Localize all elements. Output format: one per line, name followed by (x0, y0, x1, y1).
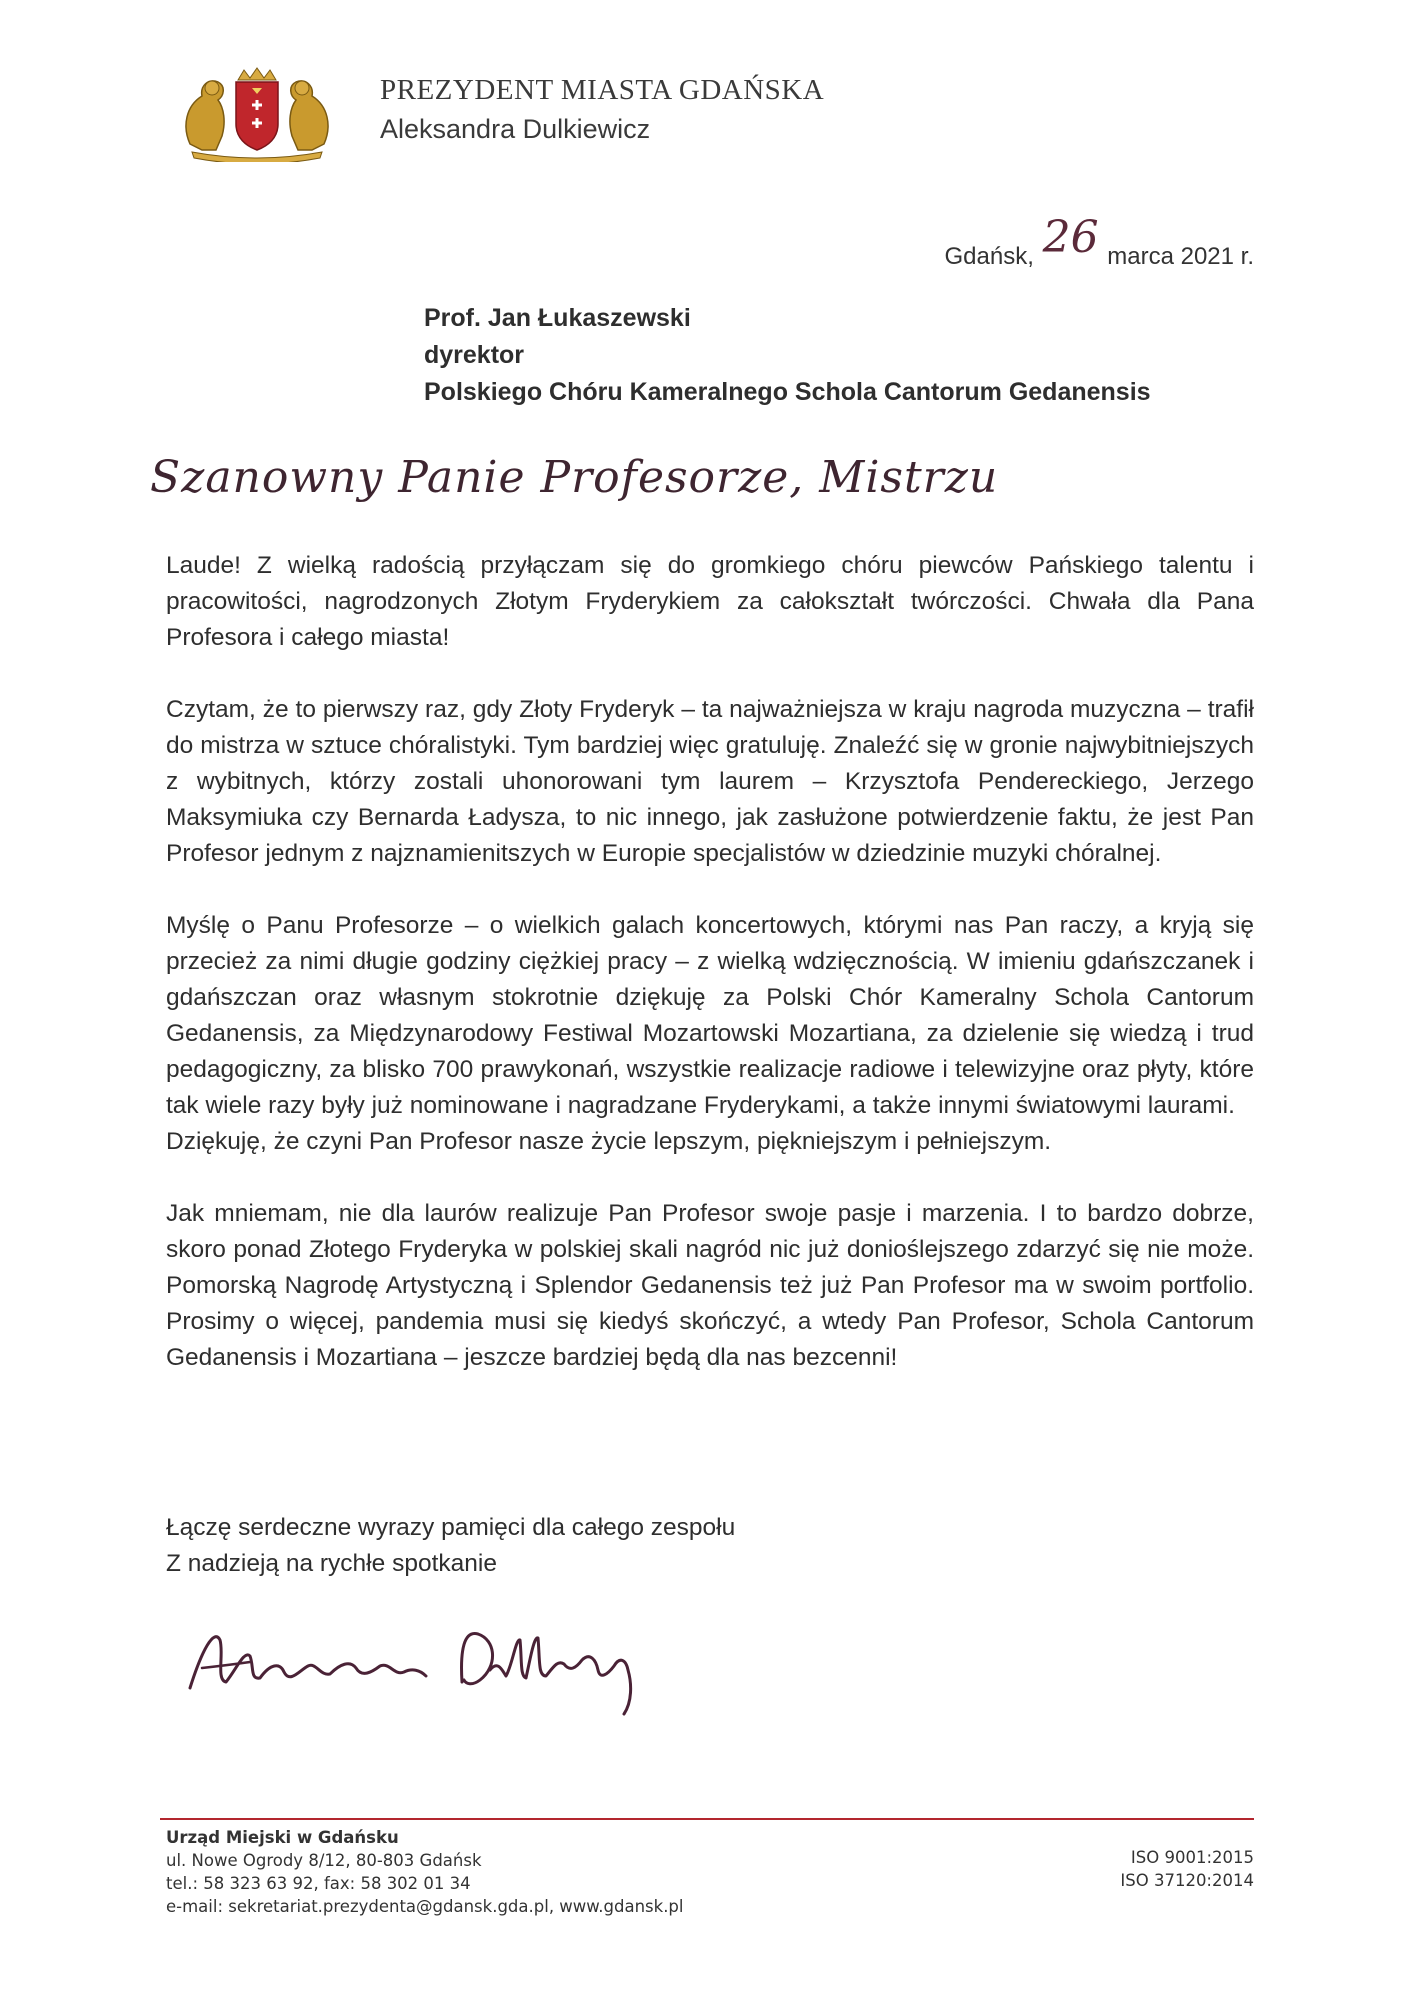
addressee-role: dyrektor (424, 341, 525, 369)
date-line (944, 212, 1254, 275)
closing-line-1: Łączę serdeczne wyrazy pamięci dla całego zespołu (166, 1514, 736, 1541)
handwritten-salutation: Szanowny Panie Profesorze, Mistrzu (150, 452, 999, 503)
addressee-organization: Polskiego Chóru Kameralnego Schola Cantorum Gedanensis (424, 378, 1151, 406)
footer-certifications (1120, 1846, 1254, 1892)
addressee-block (424, 300, 1151, 411)
footer-address: ul. Nowe Ogrody 8/12, 80-803 Gdańsk (166, 1851, 482, 1870)
gdansk-coat-of-arms-logo (172, 66, 342, 162)
date-day-handwritten: 26 (1042, 212, 1099, 263)
date-month-year: marca 2021 r. (1107, 243, 1254, 270)
office-title: PREZYDENT MIASTA GDAŃSKA (380, 74, 825, 106)
closing-block (166, 1510, 735, 1582)
handwritten-signature (180, 1610, 700, 1720)
paragraph-4: Jak mniemam, nie dla laurów realizuje Pan Profesor swoje pasje i marzenia. I to bardzo dobrze, skoro ponad Złotego Fryderyka w polskiej skali nagród nic już donioślejszego zdarzyć się nie może. Pomorską Nagrodę Artystyczną i Splendor Gedanensis też już Pan Profesor ma w swoim portfolio. Prosimy o więcej, pandemia musi się kiedyś skończyć, a wtedy Pan Profesor, Schola Cantorum Gedanensis i Mozartiana – jeszcze bardziej będą dla nas bezcenni! (166, 1200, 1254, 1371)
paragraph-1: Laude! Z wielką radością przyłączam się do gromkiego chóru piewców Pańskiego talentu i pracowitości, nagrodzonych Złotym Fryderykiem za całokształt twórczości. Chwała dla Pana Profesora i całego miasta! (166, 552, 1254, 651)
date-place: Gdańsk, (944, 243, 1034, 270)
footer-email: e-mail: sekretariat.prezydenta@gdansk.gda.pl, www.gdansk.pl (166, 1897, 684, 1916)
addressee-name: Prof. Jan Łukaszewski (424, 304, 691, 332)
footer-office-name: Urząd Miejski w Gdańsku (166, 1828, 399, 1847)
footer-phone: tel.: 58 323 63 92, fax: 58 302 01 34 (166, 1874, 471, 1893)
iso-9001: ISO 9001:2015 (1130, 1848, 1254, 1867)
president-name: Aleksandra Dulkiewicz (380, 114, 651, 144)
closing-line-2: Z nadzieją na rychłe spotkanie (166, 1550, 497, 1577)
paragraph-3: Myślę o Panu Profesorze – o wielkich galach koncertowych, którymi nas Pan raczy, a kryją się przecież za nimi długie godziny ciężkiej pracy – z wielką wdzięcznością. W imieniu gdańszczanek i gdańszczan oraz własnym stokrotnie dziękuję za Polski Chór Kameralny Schola Cantorum Gedanensis, za Międzynarodowy Festiwal Mozartowski Mozartiana, za dzielenie się wiedzą i trud pedagogiczny, za blisko 700 prawykonań, wszystkie realizacje radiowe i telewizyjne oraz płyty, które tak wiele razy były już nominowane i nagradzane Fryderykami, a także innymi światowymi laurami. (166, 912, 1254, 1119)
paragraph-2: Czytam, że to pierwszy raz, gdy Złoty Fryderyk – ta najważniejsza w kraju nagroda muzyczna – trafił do mistrza w sztuce chóralistyki. Tym bardziej więc gratuluję. Znaleźć się w gronie najwybitniejszych z wybitnych, którzy zostali uhonorowani tym laurem – Krzysztofa Pendereckiego, Jerzego Maksymiuka czy Bernarda Ładysza, to nic innego, jak zasłużone potwierdzenie faktu, że jest Pan Profesor jednym z najznamienitszych w Europie specjalistów w dziedzinie muzyki chóralnej. (166, 696, 1254, 867)
iso-37120: ISO 37120:2014 (1120, 1871, 1254, 1890)
footer-contact (166, 1826, 684, 1918)
paragraph-3b: Dziękuję, że czyni Pan Profesor nasze życie lepszym, piękniejszym i pełniejszym. (166, 1128, 1052, 1155)
footer-divider (160, 1818, 1254, 1820)
letter-body (166, 548, 1254, 1412)
